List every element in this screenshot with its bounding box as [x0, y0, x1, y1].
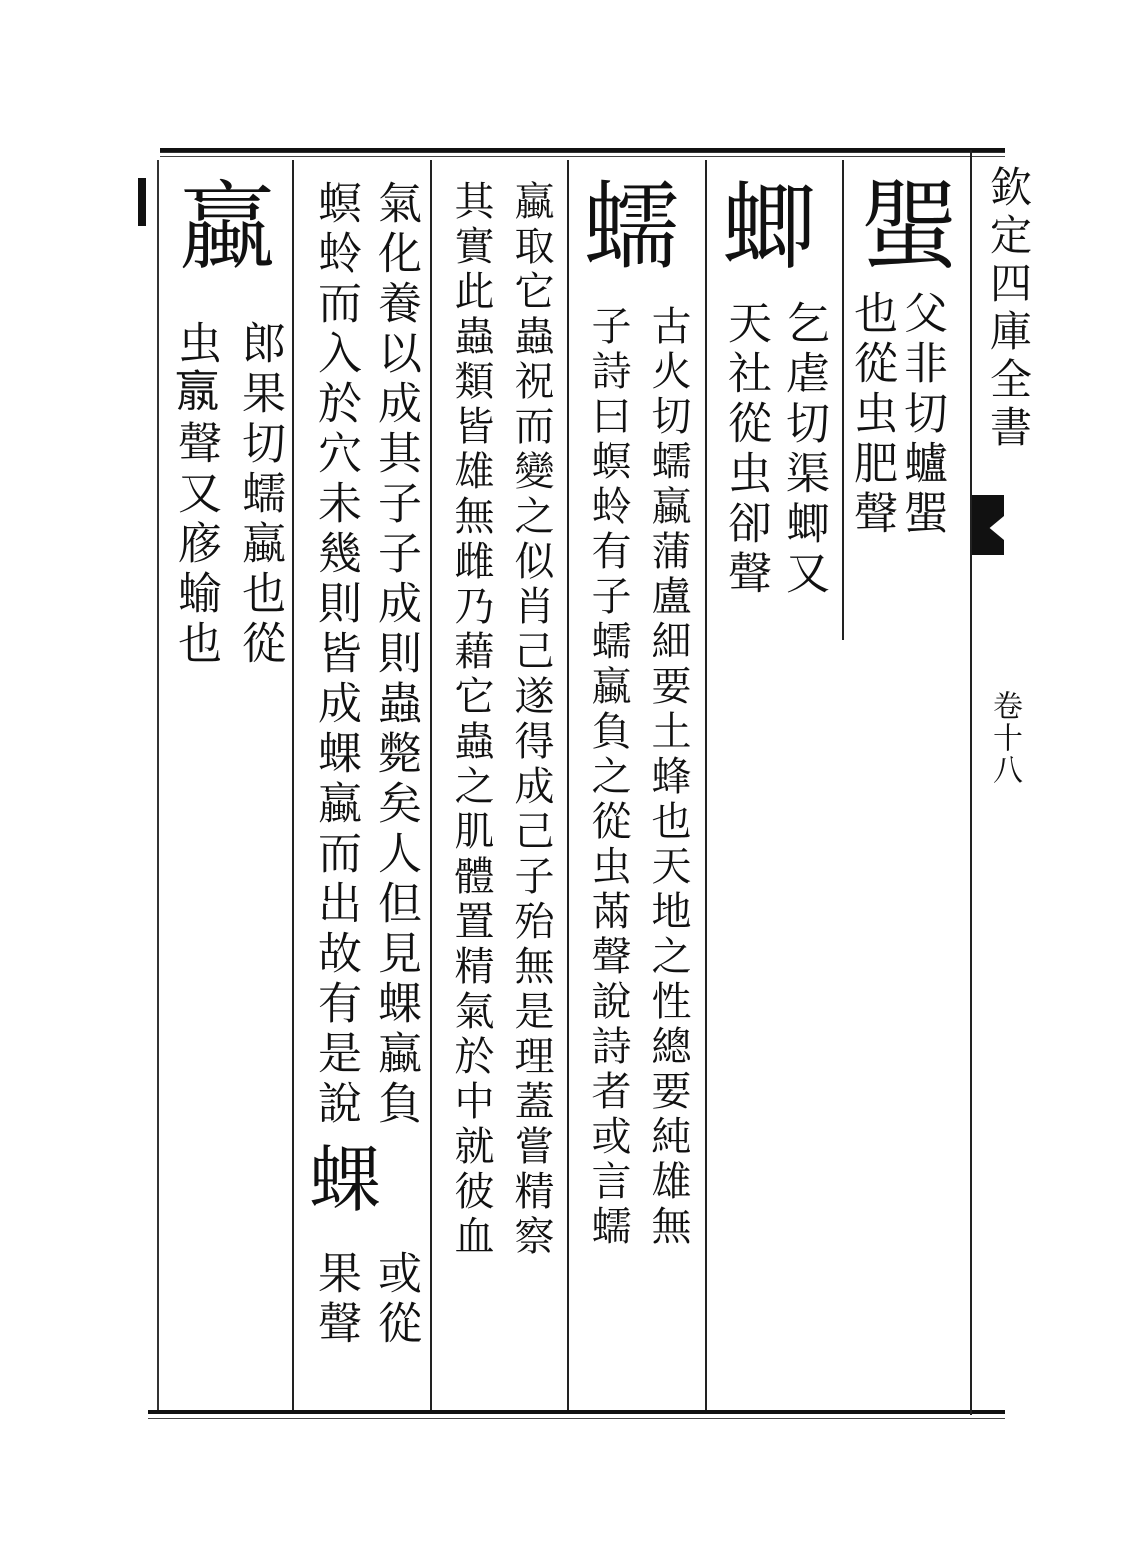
annotation-line: 或從	[370, 1250, 421, 1350]
column-rule	[430, 160, 432, 1410]
entry-2	[710, 168, 828, 286]
left-frame-line	[157, 160, 159, 1410]
book-title: 欽定四庫全書	[984, 165, 1033, 453]
entry-3-line-6	[310, 180, 361, 1130]
entry-3	[572, 168, 690, 286]
entry-3-variant-line-1	[370, 1250, 421, 1350]
margin-rule	[970, 150, 972, 1415]
entry-2-line-2	[720, 300, 771, 600]
entry-3-line-3	[508, 180, 554, 1260]
top-frame-thin-line	[160, 156, 1005, 157]
entry-4-line-2	[170, 320, 221, 670]
bottom-frame-line	[148, 1410, 1005, 1414]
entry-3-line-2	[585, 305, 631, 1250]
column-rule	[842, 160, 844, 640]
column-rule	[567, 160, 569, 1410]
annotation-line: 子詩曰螟蛉有子蠕蠃負之從虫㒼聲說詩者或言蠕	[585, 305, 631, 1250]
entry-1-line-1	[896, 290, 947, 540]
entry-2-line-1	[778, 300, 829, 600]
bottom-frame-thin-line	[148, 1418, 1005, 1419]
entry-4	[168, 168, 286, 286]
seal-character: 蝍	[721, 171, 817, 283]
seal-character: 蠕	[583, 171, 679, 283]
entry-3-variant	[300, 1135, 390, 1225]
entry-3-variant-line-2	[310, 1250, 361, 1350]
annotation-line: 果聲	[310, 1250, 361, 1350]
column-rule	[292, 160, 294, 1410]
entry-3-line-5	[370, 180, 421, 1130]
entry-1-line-2	[846, 290, 897, 540]
entry-4-line-1	[234, 320, 285, 670]
annotation-line: 郎果切蠕蠃也從	[234, 320, 285, 670]
seal-character: 蠃	[179, 171, 275, 283]
annotation-line: 蠃取它蟲祝而變之似肖己遂得成己子殆無是理蓋嘗精察	[508, 180, 554, 1260]
annotation-line: 其實此蟲類皆雄無雌乃藉它蟲之肌體置精氣於中就彼血	[448, 180, 494, 1260]
variant-seal-character: 蜾	[308, 1138, 381, 1222]
left-margin-mark	[138, 178, 146, 226]
annotation-line: 古火切蠕蠃蒲盧細要土蜂也天地之性總要純雄無	[645, 305, 691, 1250]
annotation-line: 氣化養以成其子子成則蟲斃矣人但見蜾蠃負	[370, 180, 421, 1130]
entry-1	[850, 168, 968, 286]
annotation-line: 虫𣎆聲又㢋蝓也	[170, 320, 221, 670]
annotation-line: 螟蛉而入於穴未幾則皆成蜾蠃而出故有是說	[310, 180, 361, 1130]
top-frame-line	[160, 148, 1005, 153]
fishtail-mark	[972, 495, 1004, 555]
annotation-line: 也從虫肥聲	[846, 290, 897, 540]
annotation-line: 天社從虫卻聲	[720, 300, 771, 600]
seal-character: 蜰	[861, 171, 957, 283]
entry-3-line-1	[645, 305, 691, 1250]
annotation-line: 乞虐切渠蝍又	[778, 300, 829, 600]
column-rule	[705, 160, 707, 1410]
annotation-line: 父非切蠦蜰	[896, 290, 947, 540]
volume-label: 卷十八	[987, 690, 1022, 786]
entry-3-line-4	[448, 180, 494, 1260]
